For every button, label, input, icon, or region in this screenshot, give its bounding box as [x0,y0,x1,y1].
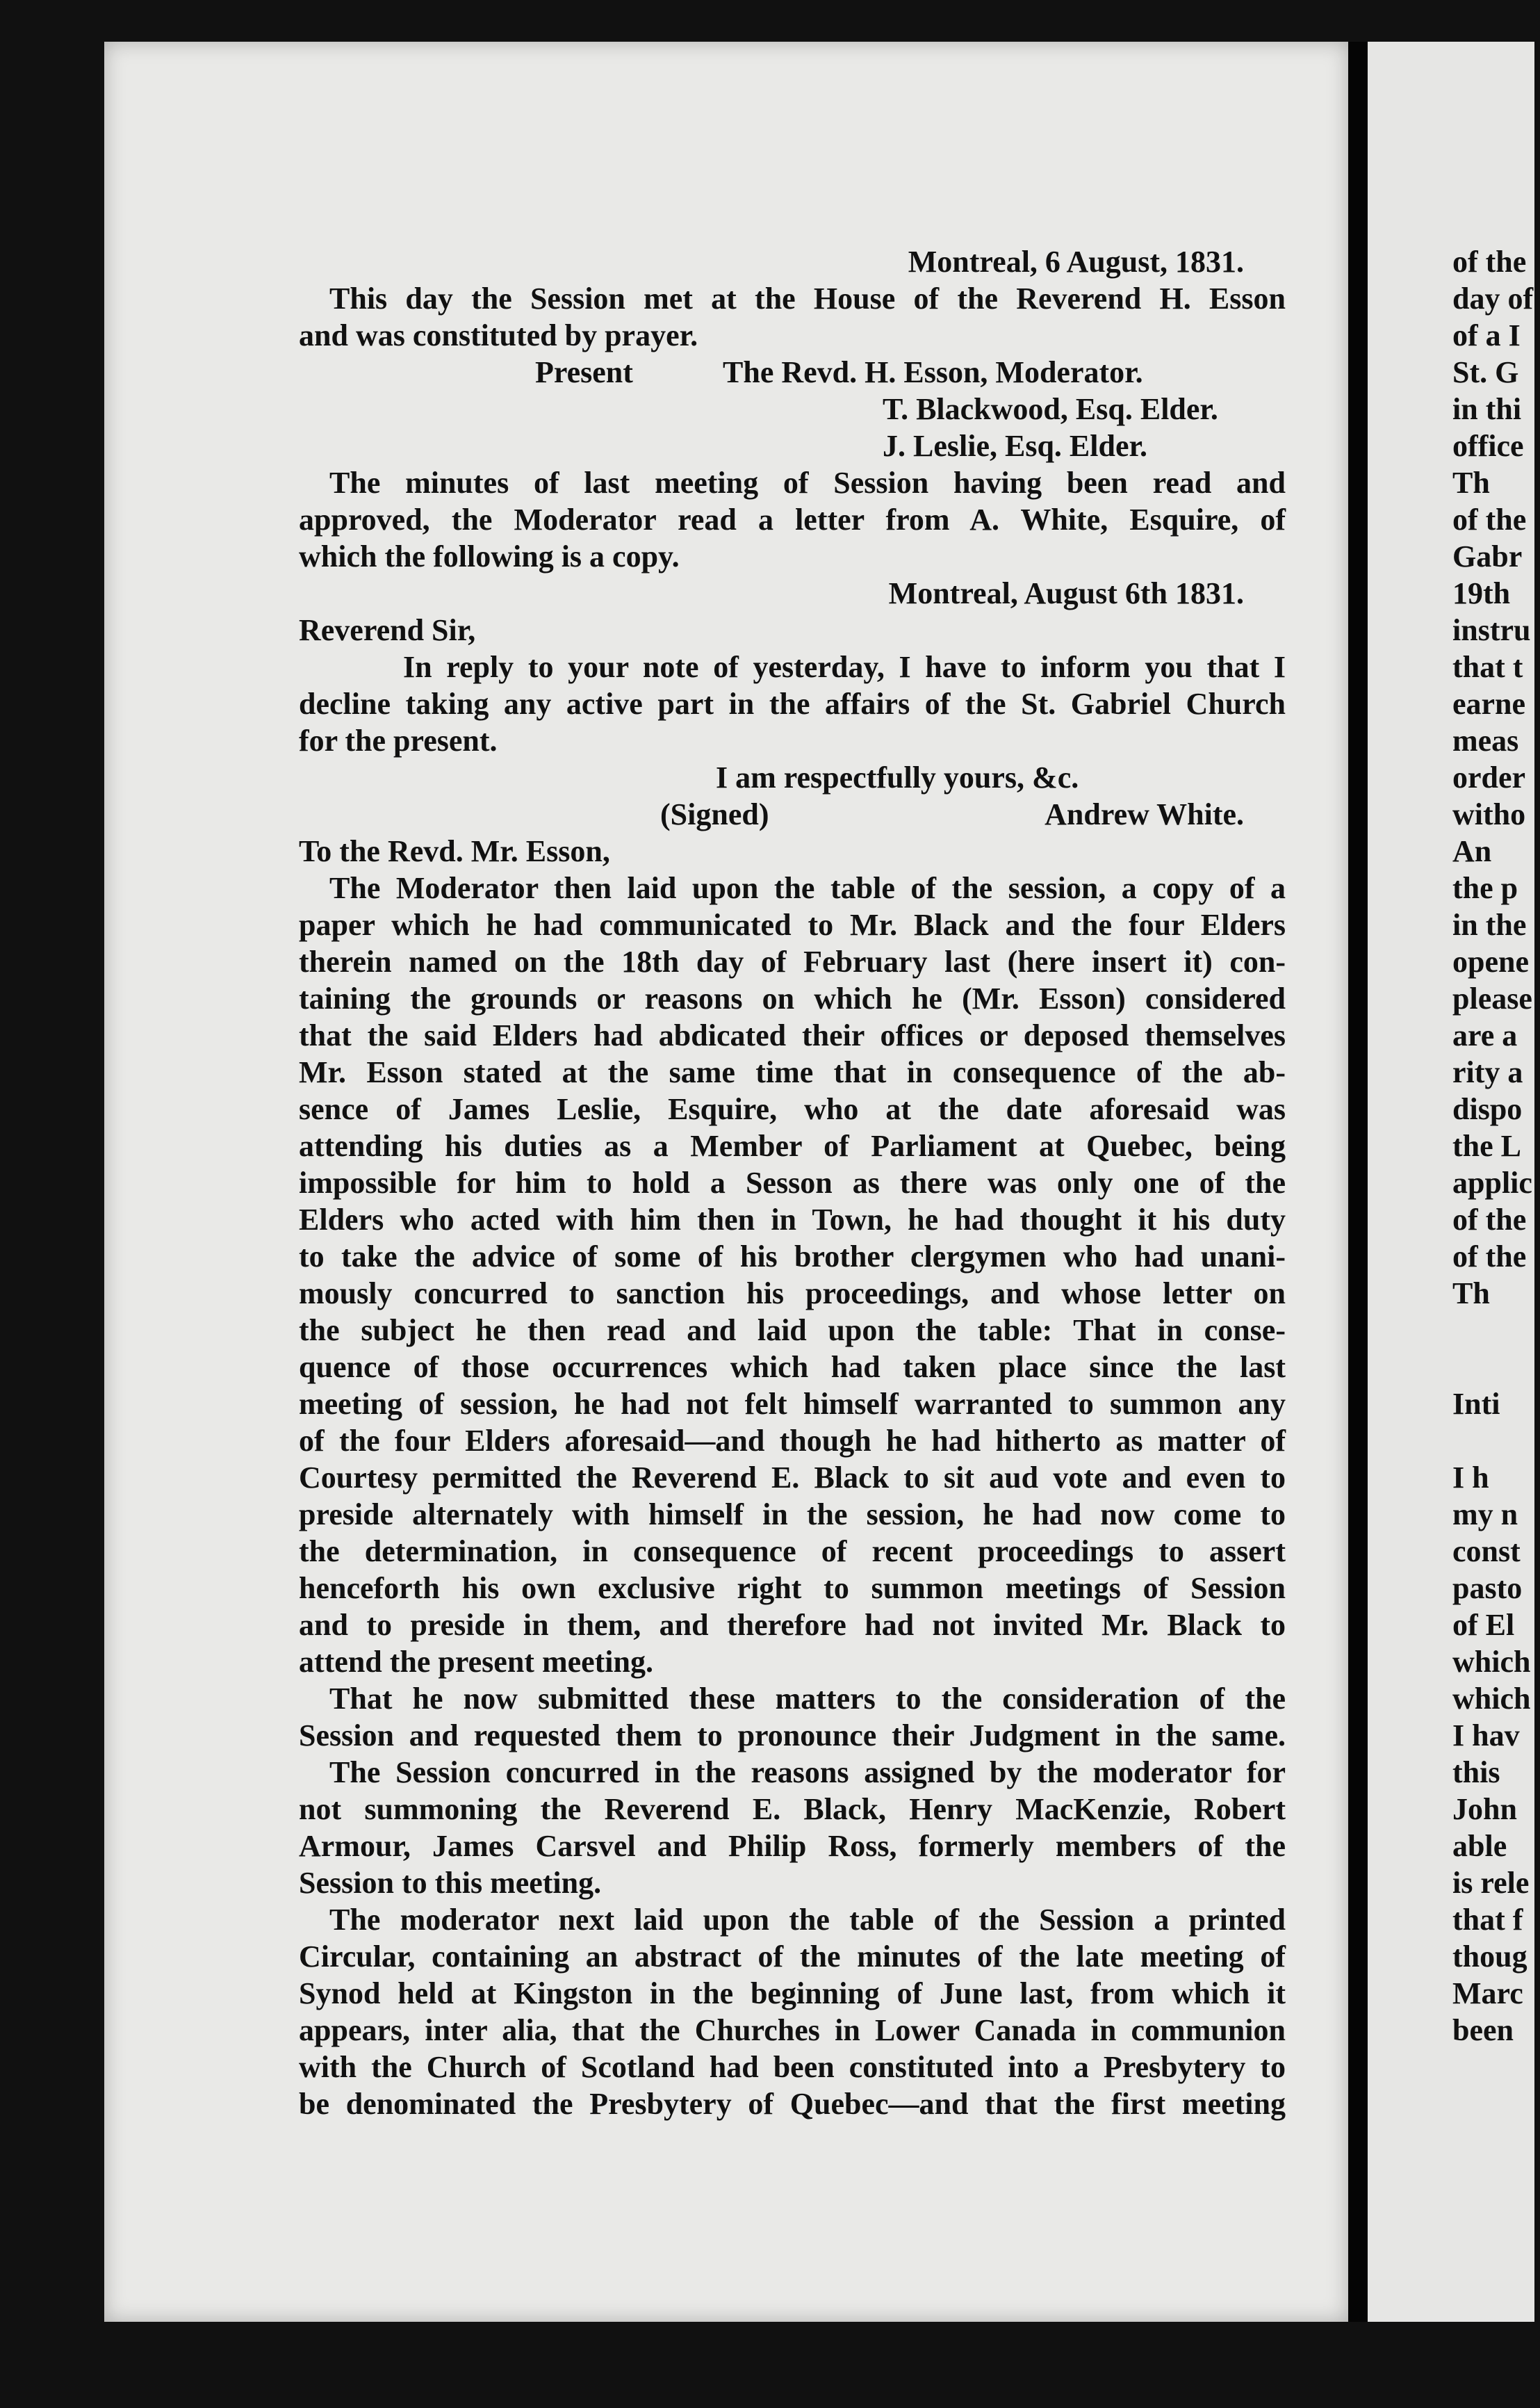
present-label: Present [535,355,633,389]
present-elder-2: J. Leslie, Esq. Elder. [883,429,1147,463]
letter-closing: I am respectfully yours, &c. [716,760,1079,795]
right-page-fragment: opene [1452,945,1529,979]
text-line: preside alternately with himself in the session, he had now come to [299,1497,1286,1531]
right-page-fragment: that t [1452,650,1523,684]
page-gutter [1348,42,1368,2322]
intro-paragraph [299,280,1286,354]
text-line: henceforth his own exclusive right to summon meetings of Session [299,1571,1286,1605]
letter-date: Montreal, August 6th 1831. [888,576,1244,610]
right-page-fragment: of the [1452,1203,1527,1237]
right-page-fragment: 19th [1452,576,1511,610]
right-page-fragment: of El [1452,1608,1515,1642]
right-page-fragment: of the [1452,503,1527,537]
text-line: which the following is a copy. [299,539,680,573]
letter-body [299,649,1286,759]
text-line: Session and requested them to pronounce their Judgment in the same. [299,1718,1286,1752]
text-line: Armour, James Carsvel and Philip Ross, formerly members of the [299,1829,1286,1863]
right-page-fragment: of a I [1452,318,1521,352]
right-page-fragment: Gabr [1452,539,1523,573]
text-line: The moderator next laid upon the table of the Session a printed [329,1903,1286,1937]
text-line: The minutes of last meeting of Session having been read and [329,466,1286,500]
text-line: of the four Elders aforesaid—and though he had hitherto as matter of [299,1424,1286,1458]
signed-label: (Signed) [660,797,769,831]
text-line: attending his duties as a Member of Parliament at Quebec, being [299,1129,1286,1163]
text-line: Elders who acted with him then in Town, he had thought it his duty [299,1203,1286,1237]
text-line: mously concurred to sanction his proceedings, and whose letter on [299,1276,1286,1310]
right-page-fragment: earne [1452,687,1526,721]
signer-name: Andrew White. [1045,797,1244,831]
text-line: Mr. Esson stated at the same time that in consequence of the ab- [299,1055,1286,1089]
text-line: The Moderator then laid upon the table of the session, a copy of a [329,871,1286,905]
letter-salutation: Reverend Sir, [299,613,476,647]
moderator-paragraph [299,870,1286,1680]
right-page-fragment: Th [1452,466,1490,500]
right-page-fragment: the p [1452,871,1518,905]
text-line: with the Church of Scotland had been constituted into a Presbytery to [299,2050,1286,2084]
right-page-fragment: Th [1452,1276,1490,1310]
text-line: the subject he then read and laid upon the table: That in conse- [299,1313,1286,1347]
concurred-paragraph [299,1754,1286,1901]
text-line: and was constituted by prayer. [299,318,698,352]
present-moderator: The Revd. H. Esson, Moderator. [723,355,1143,389]
right-page-fragment [1452,1422,1533,1459]
submitted-paragraph [299,1680,1286,1754]
text-line: Circular, containing an abstract of the minutes of the late meeting of [299,1939,1286,1974]
present-block [299,354,1286,464]
right-page-fragment: dispo [1452,1092,1523,1126]
text-line: that the said Elders had abdicated their offices or deposed themselves [299,1018,1286,1052]
right-page-fragment [1452,1312,1533,1349]
right-page-fragment: I hav [1452,1718,1520,1752]
text-line: and to preside in them, and therefore had not invited Mr. Black to [299,1608,1286,1642]
right-page-fragment: in the [1452,908,1527,942]
text-line: Session to this meeting. [299,1866,602,1900]
text-line: impossible for him to hold a Sesson as there was only one of the [299,1166,1286,1200]
text-line: taining the grounds or reasons on which he (Mr. Esson) considered [299,982,1286,1016]
right-page-fragment: const [1452,1534,1521,1568]
text-line: attend the present meeting. [299,1645,653,1679]
right-page-fragment: that f [1452,1903,1523,1937]
right-page-fragment: order [1452,760,1526,795]
text-line: sence of James Leslie, Esquire, who at the date aforesaid was [299,1092,1286,1126]
minutes-paragraph [299,464,1286,575]
document-text [299,243,1286,2122]
present-elder-1: T. Blackwood, Esq. Elder. [883,392,1218,426]
text-line: for the present. [299,724,498,758]
right-page-fragment: John [1452,1792,1517,1826]
right-page-fragment: thoug [1452,1939,1527,1974]
right-page-fragment: Inti [1452,1387,1500,1421]
right-page-fragment: An [1452,834,1492,868]
text-line: meeting of session, he had not felt himself warranted to summon any [299,1387,1286,1421]
right-page-fragment: in thi [1452,392,1522,426]
right-page-fragment: rity a [1452,1055,1523,1089]
right-page-fragment: are a [1452,1018,1518,1052]
signature-line [299,796,1286,833]
text-line: In reply to your note of yesterday, I have to inform you that I [403,650,1286,684]
text-line: quence of those occurrences which had taken place since the last [299,1350,1286,1384]
text-line: That he now submitted these matters to the consideration of the [329,1682,1286,1716]
text-line: Synod held at Kingston in the beginning of June last, from which it [299,1976,1286,2010]
right-page-fragment: office [1452,429,1524,463]
right-page-fragment: the L [1452,1129,1521,1163]
right-page-fragment: witho [1452,797,1526,831]
text-line: approved, the Moderator read a letter from A. White, Esquire, of [299,503,1286,537]
text-line: Courtesy permitted the Reverend E. Black to sit aud vote and even to [299,1461,1286,1495]
right-page-fragment: Marc [1452,1976,1523,2010]
right-page-fragment: instru [1452,613,1531,647]
text-line: the determination, in consequence of recent proceedings to assert [299,1534,1286,1568]
text-line: appears, inter alia, that the Churches in Lower Canada in communion [299,2013,1286,2047]
right-page-fragment: been [1452,2013,1514,2047]
right-page-fragment: my n [1452,1497,1518,1531]
right-page-fragment [1452,1349,1533,1385]
circular-paragraph [299,1901,1286,2122]
right-page-fragment: which [1452,1645,1531,1679]
right-page-fragment: of the [1452,1239,1527,1274]
right-page-fragment: is rele [1452,1866,1530,1900]
right-page-text [1452,243,1533,2049]
text-line: This day the Session met at the House of the Reverend H. Esson [329,282,1286,316]
right-page-fragment: pasto [1452,1571,1523,1605]
text-line: The Session concurred in the reasons assigned by the moderator for [329,1755,1286,1789]
right-page-fragment: of the [1452,245,1527,279]
text-line: to take the advice of some of his brother clergymen who had unani- [299,1239,1286,1274]
right-page-fragment: day of [1452,282,1534,316]
right-page-fragment: St. G [1452,355,1519,389]
right-page-fragment: meas [1452,724,1519,758]
text-line: paper which he had communicated to Mr. Black and the four Elders [299,908,1286,942]
text-line: decline taking any active part in the affairs of the St. Gabriel Church [299,687,1286,721]
letter-addressee: To the Revd. Mr. Esson, [299,834,610,868]
right-page-fragment: please [1452,982,1532,1016]
text-line: be denominated the Presbytery of Quebec—and that the first meeting [299,2087,1286,2121]
right-page-fragment: applic [1452,1166,1532,1200]
right-page-fragment: which [1452,1682,1531,1716]
right-page-fragment: able [1452,1829,1507,1863]
text-line: not summoning the Reverend E. Black, Henry MacKenzie, Robert [299,1792,1286,1826]
right-page-fragment: I h [1452,1461,1489,1495]
dateline: Montreal, 6 August, 1831. [908,245,1244,279]
right-page-fragment: this [1452,1755,1500,1789]
text-line: therein named on the 18th day of February last (here insert it) con- [299,945,1286,979]
